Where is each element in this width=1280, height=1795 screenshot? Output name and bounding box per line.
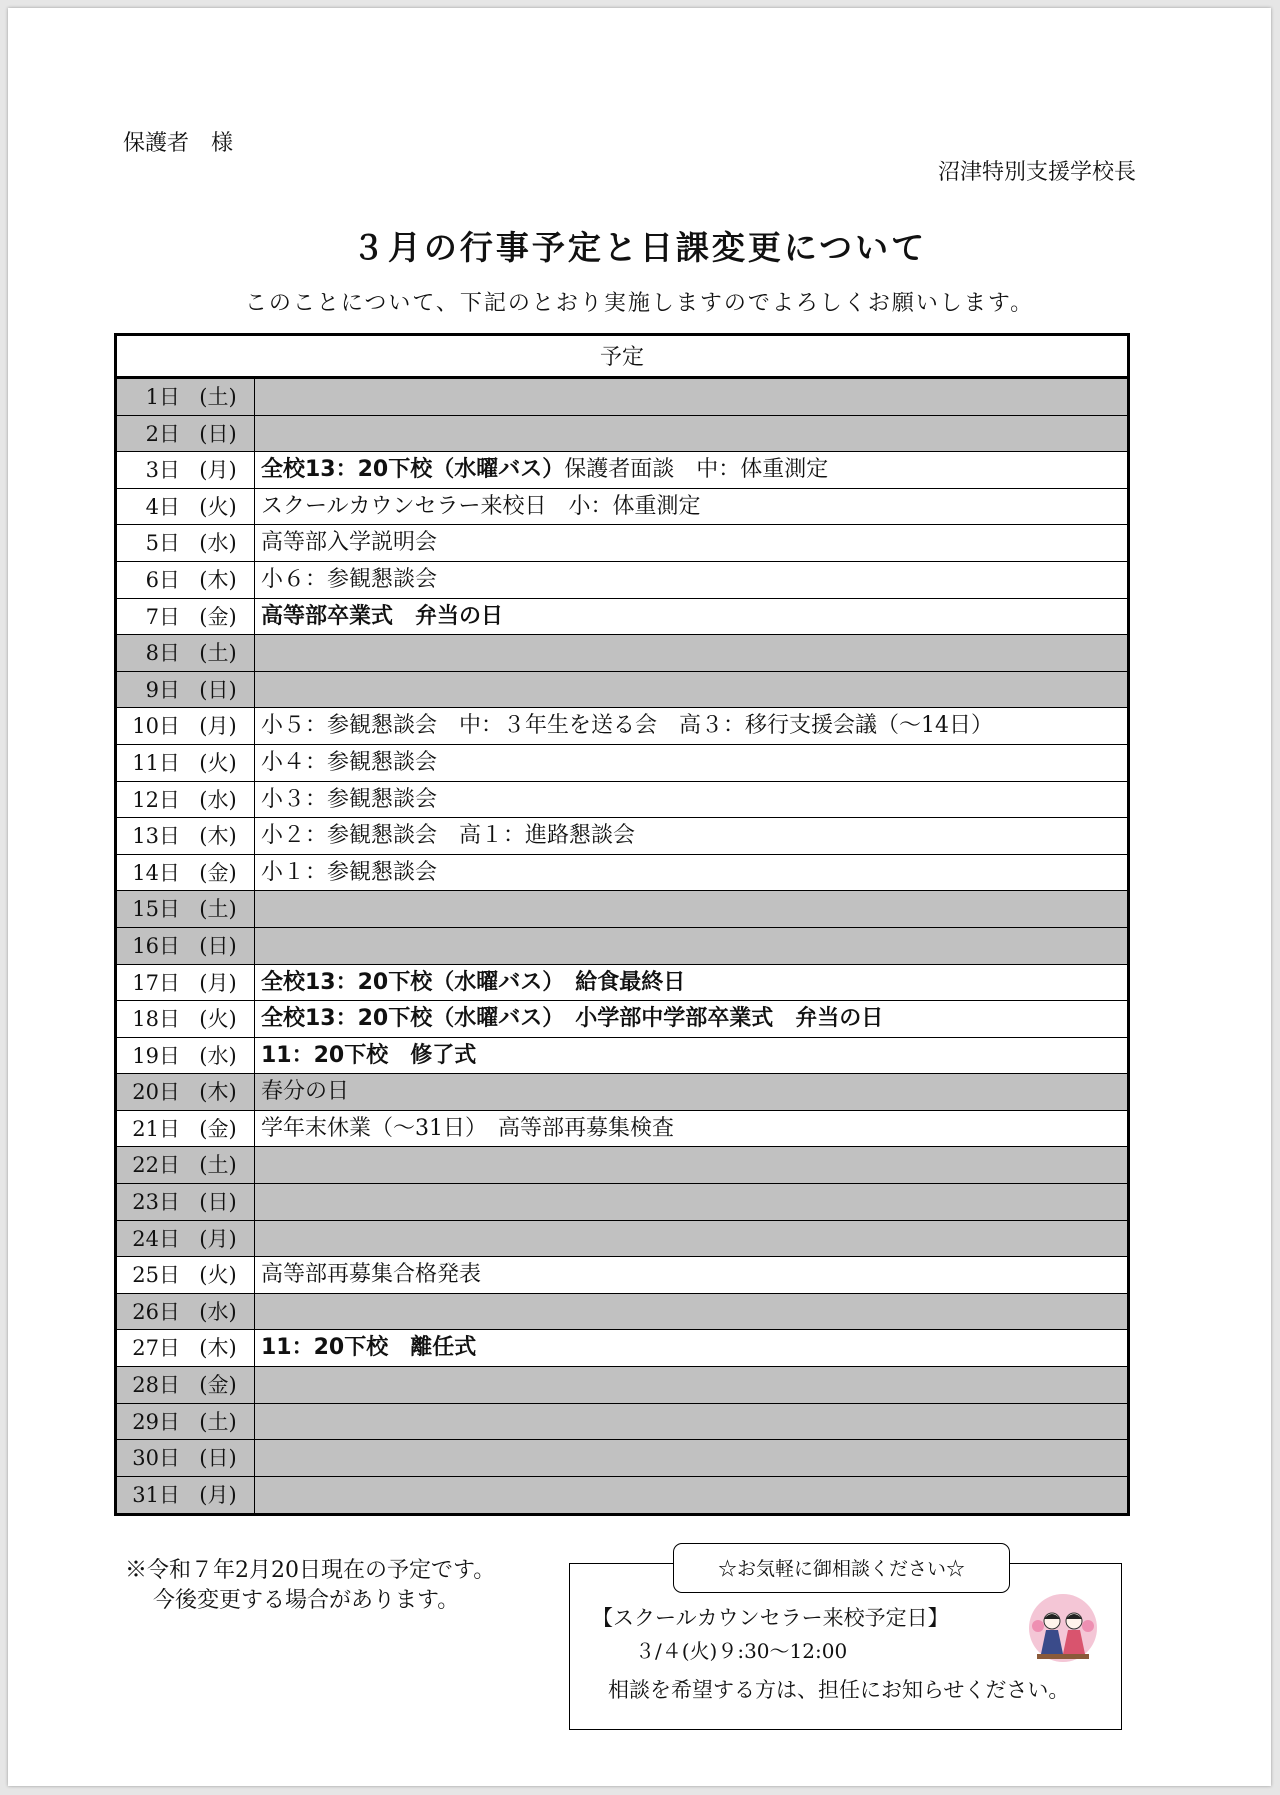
hina-doll-icon xyxy=(1025,1588,1101,1664)
row-event xyxy=(255,1221,1127,1257)
row-event xyxy=(255,1404,1127,1440)
row-weekday: (木) xyxy=(182,1330,255,1366)
row-event-text: 高等部入学説明会 xyxy=(261,530,438,556)
row-day: 3日 xyxy=(145,458,180,483)
schedule-row xyxy=(117,928,1127,965)
row-day: 24日 xyxy=(132,1226,180,1251)
row-event-text: 小６：参観懇談会 xyxy=(261,566,438,592)
row-day: 25日 xyxy=(132,1263,180,1288)
row-weekday: (日) xyxy=(182,416,255,452)
schedule-rows xyxy=(117,379,1127,1513)
row-day: 6日 xyxy=(145,567,180,592)
document-page xyxy=(8,8,1271,1786)
row-day: 19日 xyxy=(132,1043,180,1068)
row-event xyxy=(255,745,1127,781)
row-weekday: (金) xyxy=(182,1367,255,1403)
schedule-row xyxy=(117,416,1127,453)
row-weekday: (金) xyxy=(182,1111,255,1147)
schedule-row xyxy=(117,1038,1127,1075)
row-weekday: (火) xyxy=(182,745,255,781)
schedule-row xyxy=(117,1404,1127,1441)
row-day: 4日 xyxy=(145,494,180,519)
page-title: ３月の行事予定と日課変更について xyxy=(351,228,928,267)
counselor-badge: ☆お気軽に御相談ください☆ xyxy=(673,1543,1010,1593)
schedule-row xyxy=(117,1074,1127,1111)
schedule-row xyxy=(117,672,1127,709)
row-event xyxy=(255,1294,1127,1330)
schedule-row xyxy=(117,599,1127,636)
row-weekday: (火) xyxy=(182,1257,255,1293)
row-day: 12日 xyxy=(132,787,180,812)
row-event xyxy=(255,452,1127,488)
row-day: 17日 xyxy=(132,970,180,995)
row-event xyxy=(255,635,1127,671)
row-weekday: (土) xyxy=(182,379,255,415)
row-event xyxy=(255,1111,1127,1147)
schedule-row xyxy=(117,1294,1127,1331)
schedule-row xyxy=(117,1111,1127,1148)
row-day: 15日 xyxy=(132,897,180,922)
row-weekday: (火) xyxy=(182,1001,255,1037)
row-day: 16日 xyxy=(132,933,180,958)
row-event xyxy=(255,1477,1127,1514)
row-event-text: 学年末休業（～31日） 高等部再募集検査 xyxy=(261,1115,674,1141)
row-day: 26日 xyxy=(132,1299,180,1324)
row-event xyxy=(255,928,1127,964)
row-event xyxy=(255,379,1127,415)
counselor-heading: 【スクールカウンセラー来校予定日】 xyxy=(592,1606,949,1630)
row-day: 8日 xyxy=(145,641,180,666)
schedule-row xyxy=(117,525,1127,562)
schedule-row xyxy=(117,855,1127,892)
schedule-row xyxy=(117,818,1127,855)
row-day: 27日 xyxy=(132,1336,180,1361)
row-event xyxy=(255,1038,1127,1074)
schedule-row xyxy=(117,452,1127,489)
row-weekday: (日) xyxy=(182,1184,255,1220)
row-event-text: 小１：参観懇談会 xyxy=(261,859,438,885)
schedule-row xyxy=(117,891,1127,928)
row-day: 5日 xyxy=(145,531,180,556)
row-day: 7日 xyxy=(145,604,180,629)
row-weekday: (月) xyxy=(182,1221,255,1257)
row-event-bold: 11：20下校 離任式 xyxy=(261,1335,477,1361)
row-weekday: (土) xyxy=(182,1404,255,1440)
schedule-row xyxy=(117,782,1127,819)
addressee: 保護者 様 xyxy=(123,131,234,156)
row-weekday: (土) xyxy=(182,891,255,927)
row-day: 20日 xyxy=(132,1080,180,1105)
row-day: 22日 xyxy=(132,1153,180,1178)
row-event xyxy=(255,416,1127,452)
row-event xyxy=(255,1330,1127,1366)
schedule-row xyxy=(117,562,1127,599)
row-event-text: 小５：参観懇談会 中：３年生を送る会 高３：移行支援会議（～14日） xyxy=(261,713,993,739)
row-weekday: (木) xyxy=(182,818,255,854)
row-event-text: 保護者面談 中：体重測定 xyxy=(564,457,829,483)
row-weekday: (月) xyxy=(182,452,255,488)
row-day: 9日 xyxy=(145,677,180,702)
counselor-message: 相談を希望する方は、担任にお知らせください。 xyxy=(608,1678,1070,1702)
lead-text: このことについて、下記のとおり実施しますのでよろしくお願いします。 xyxy=(244,291,1035,316)
row-day: 1日 xyxy=(145,385,180,409)
row-event xyxy=(255,1001,1127,1037)
row-event xyxy=(255,1074,1127,1110)
row-event xyxy=(255,525,1127,561)
row-event-text: 春分の日 xyxy=(261,1079,350,1105)
row-event-text: 高等部再募集合格発表 xyxy=(261,1262,482,1288)
row-weekday: (水) xyxy=(182,525,255,561)
row-weekday: (火) xyxy=(182,489,255,525)
row-day: 29日 xyxy=(132,1409,180,1434)
row-day: 14日 xyxy=(132,860,180,885)
row-event xyxy=(255,599,1127,635)
row-day: 21日 xyxy=(132,1116,180,1141)
note-line-2: 今後変更する場合があります。 xyxy=(153,1588,460,1613)
row-event-bold: 全校13：20下校（水曜バス） 小学部中学部卒業式 弁当の日 xyxy=(261,1006,884,1032)
row-day: 13日 xyxy=(132,824,180,849)
row-weekday: (水) xyxy=(182,1294,255,1330)
schedule-row xyxy=(117,1147,1127,1184)
row-weekday: (金) xyxy=(182,599,255,635)
row-event xyxy=(255,708,1127,744)
schedule-row xyxy=(117,489,1127,526)
counselor-date: ３/４(火)９:30～12:00 xyxy=(635,1639,848,1663)
row-day: 28日 xyxy=(132,1373,180,1398)
row-event xyxy=(255,965,1127,1001)
row-day: 2日 xyxy=(145,421,180,446)
schedule-table xyxy=(114,333,1130,1516)
row-weekday: (木) xyxy=(182,1074,255,1110)
note xyxy=(125,1556,495,1616)
row-weekday: (土) xyxy=(182,635,255,671)
row-event xyxy=(255,891,1127,927)
sender: 沼津特別支援学校長 xyxy=(937,160,1136,185)
row-day: 10日 xyxy=(132,714,180,739)
row-day: 23日 xyxy=(132,1190,180,1215)
row-weekday: (日) xyxy=(182,672,255,708)
row-day: 31日 xyxy=(132,1482,180,1507)
row-event-text: 小３：参観懇談会 xyxy=(261,786,438,812)
schedule-row xyxy=(117,965,1127,1002)
schedule-row xyxy=(117,1440,1127,1477)
schedule-header: 予定 xyxy=(117,336,1127,379)
row-weekday: (木) xyxy=(182,562,255,598)
row-day: 11日 xyxy=(132,750,180,775)
schedule-row xyxy=(117,1001,1127,1038)
row-event-bold: 高等部卒業式 弁当の日 xyxy=(261,603,504,629)
row-event xyxy=(255,672,1127,708)
schedule-row xyxy=(117,1330,1127,1367)
row-event-text: 小２：参観懇談会 高１：進路懇談会 xyxy=(261,823,636,849)
row-event-text: スクールカウンセラー来校日 小：体重測定 xyxy=(261,493,701,519)
row-day: 18日 xyxy=(132,1007,180,1032)
note-line-1: ※令和７年2月20日現在の予定です。 xyxy=(125,1558,496,1583)
row-weekday: (土) xyxy=(182,1147,255,1183)
schedule-row xyxy=(117,1221,1127,1258)
row-event xyxy=(255,489,1127,525)
row-event-bold: 全校13：20下校（水曜バス） 給食最終日 xyxy=(261,969,686,995)
row-weekday: (水) xyxy=(182,782,255,818)
row-event-bold: 11：20下校 修了式 xyxy=(261,1042,477,1068)
row-day: 30日 xyxy=(132,1446,180,1471)
row-weekday: (月) xyxy=(182,1477,255,1514)
row-event xyxy=(255,782,1127,818)
row-weekday: (日) xyxy=(182,1440,255,1476)
row-weekday: (日) xyxy=(182,928,255,964)
schedule-row xyxy=(117,1184,1127,1221)
row-event xyxy=(255,1367,1127,1403)
row-weekday: (金) xyxy=(182,855,255,891)
row-weekday: (月) xyxy=(182,708,255,744)
row-event xyxy=(255,1184,1127,1220)
row-event xyxy=(255,562,1127,598)
row-event xyxy=(255,855,1127,891)
row-weekday: (月) xyxy=(182,965,255,1001)
row-event xyxy=(255,818,1127,854)
schedule-row xyxy=(117,1257,1127,1294)
schedule-row xyxy=(117,708,1127,745)
row-event-text: 小４：参観懇談会 xyxy=(261,749,438,775)
row-event xyxy=(255,1440,1127,1476)
row-weekday: (水) xyxy=(182,1038,255,1074)
schedule-row xyxy=(117,379,1127,416)
row-event-bold: 全校13：20下校（水曜バス） xyxy=(261,457,565,483)
schedule-row xyxy=(117,1367,1127,1404)
schedule-row xyxy=(117,1477,1127,1514)
row-event xyxy=(255,1257,1127,1293)
row-event xyxy=(255,1147,1127,1183)
schedule-row xyxy=(117,635,1127,672)
schedule-row xyxy=(117,745,1127,782)
